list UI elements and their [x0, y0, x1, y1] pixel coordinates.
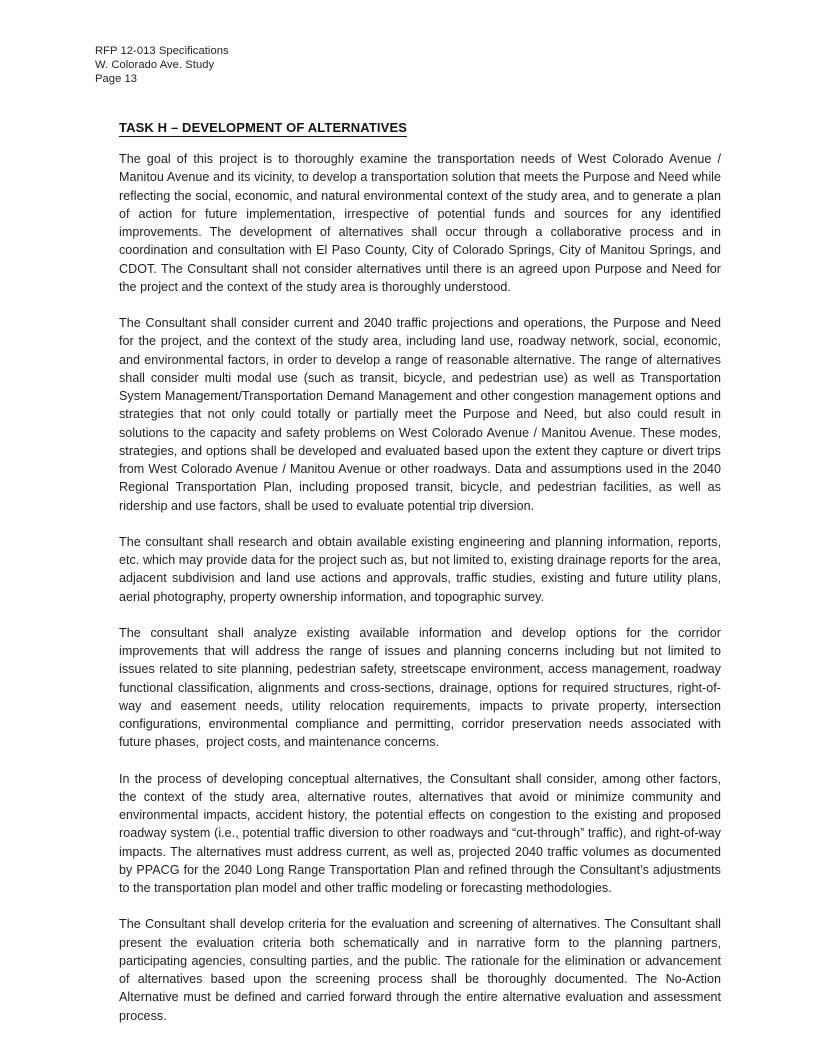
- running-header: [95, 44, 229, 87]
- header-line-study-name: W. Colorado Ave. Study: [95, 59, 215, 72]
- paragraph-project-goal: The goal of this project is to thoroughly examine the transportation needs of West Colorado Avenue / Manitou Avenue and its vicinity, to develop a transportation solution that meets the Purpose and Need while reflecting the social, economic, and natural environmental context of the study area, and to generate a plan of action for future implementation, irrespective of potential funds and sources for any identified improvements. The development of alternatives shall occur through a collaborative process and in coordination and consultation with El Paso County, City of Colorado Springs, City of Manitou Springs, and CDOT. The Consultant shall not consider alternatives until there is an agreed upon Purpose and Need for the project and the context of the study area is thoroughly understood.: [119, 152, 725, 294]
- page-title: [119, 120, 407, 137]
- section-heading-text: TASK H – DEVELOPMENT OF ALTERNATIVES: [119, 120, 408, 135]
- body-text-column: [119, 150, 725, 1025]
- paragraph-research-existing-info: The consultant shall research and obtain available existing engineering and planning information, reports, etc. which may provide data for the project such as, but not limited to, existing drainage reports for the area, adjacent subdivision and land use actions and approvals, traffic studies, existing and future utility plans, aerial photography, property ownership information, and topographic survey.: [119, 534, 725, 604]
- paragraph-traffic-projections: The Consultant shall consider current and 2040 traffic projections and operations, the Purpose and Need for the project, and the context of the study area, including land use, roadway network, social, economic, and environmental factors, in order to develop a range of reasonable alternative. The range of alternatives shall consider multi modal use (such as transit, bicycle, and pedestrian use) as well as Transportation System Management/Transportation Demand Management and other congestion management options and strategies that not only could totally or partially meet the Purpose and Need, but also could result in solutions to the capacity and safety problems on West Colorado Avenue / Manitou Avenue. These modes, strategies, and options shall be developed and evaluated based upon the extent they capture or divert trips from West Colorado Avenue / Manitou Avenue or other roadways. Data and assumptions used in the 2040 Regional Transportation Plan, including proposed transit, bicycle, and pedestrian facilities, as well as ridership and use factors, shall be used to evaluate potential trip diversion.: [119, 316, 725, 513]
- paragraph-conceptual-alternatives: In the process of developing conceptual alternatives, the Consultant shall consider, among other factors, the context of the study area, alternative routes, alternatives that avoid or minimize community and environmental impacts, accident history, the potential effects on congestion to the existing and proposed roadway system (i.e., potential traffic diversion to other roadways and “cut-through” traffic), and right-of-way impacts. The alternatives must address current, as well as, projected 2040 traffic volumes as documented by PPACG for the 2040 Long Range Transportation Plan and refined through the Consultant’s adjustments to the transportation plan model and other traffic modeling or forecasting methodologies.: [119, 771, 725, 895]
- paragraph-evaluation-criteria: The Consultant shall develop criteria for the evaluation and screening of alternatives. The Consultant shall present the evaluation criteria both schematically and in narrative form to the planning partners, participating agencies, consulting parties, and the public. The rationale for the elimination or advancement of alternatives based upon the screening process shall be thoroughly documented. The No-Action Alternative must be defined and carried forward through the entire alternative evaluation and assessment process.: [119, 917, 725, 1023]
- header-line-rfp-title: RFP 12-013 Specifications: [95, 45, 229, 57]
- paragraph-corridor-options: The consultant shall analyze existing available information and develop options for the corridor improvements that will address the range of issues and planning concerns including but not limited to issues related to site planning, pedestrian safety, streetscape environment, access management, roadway functional classification, alignments and cross-sections, drainage, options for required structures, right-of-way and easement needs, utility relocation requirements, impacts to private property, intersection configurations, environmental compliance and permitting, corridor preservation needs associated with future phases, project costs, and maintenance concerns.: [119, 625, 725, 750]
- header-line-page-number: Page 13: [95, 73, 138, 86]
